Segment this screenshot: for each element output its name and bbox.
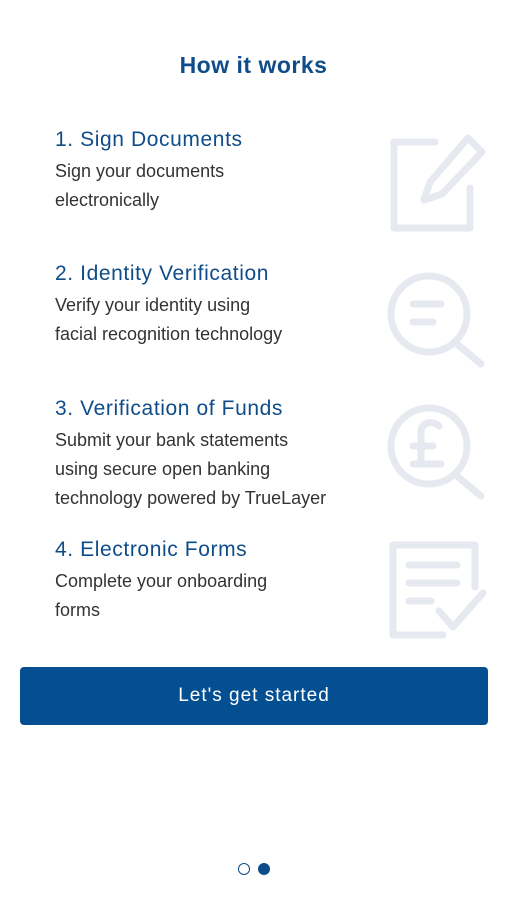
face-search-icon xyxy=(383,262,493,372)
pagination-dot[interactable] xyxy=(238,863,250,875)
pagination-dots xyxy=(0,863,507,875)
step-description: Verify your identity using facial recognition technology xyxy=(55,295,283,344)
step-heading: 3. Verification of Funds xyxy=(55,397,284,420)
step-description: Complete your onboarding forms xyxy=(55,571,268,620)
page-title: How it works xyxy=(179,52,328,78)
pound-search-icon xyxy=(383,396,493,506)
form-check-icon xyxy=(383,535,493,645)
pagination-dot-active[interactable] xyxy=(258,863,270,875)
get-started-button[interactable]: Let's get started xyxy=(20,667,488,725)
edit-document-icon xyxy=(380,128,490,238)
step-description: Sign your documents electronically xyxy=(55,161,225,210)
step-heading: 2. Identity Verification xyxy=(55,262,270,285)
step-heading: 1. Sign Documents xyxy=(55,128,243,151)
step-heading: 4. Electronic Forms xyxy=(55,538,248,561)
step-description: Submit your bank statements using secure open banking technology powered by TrueLayer xyxy=(55,430,327,508)
